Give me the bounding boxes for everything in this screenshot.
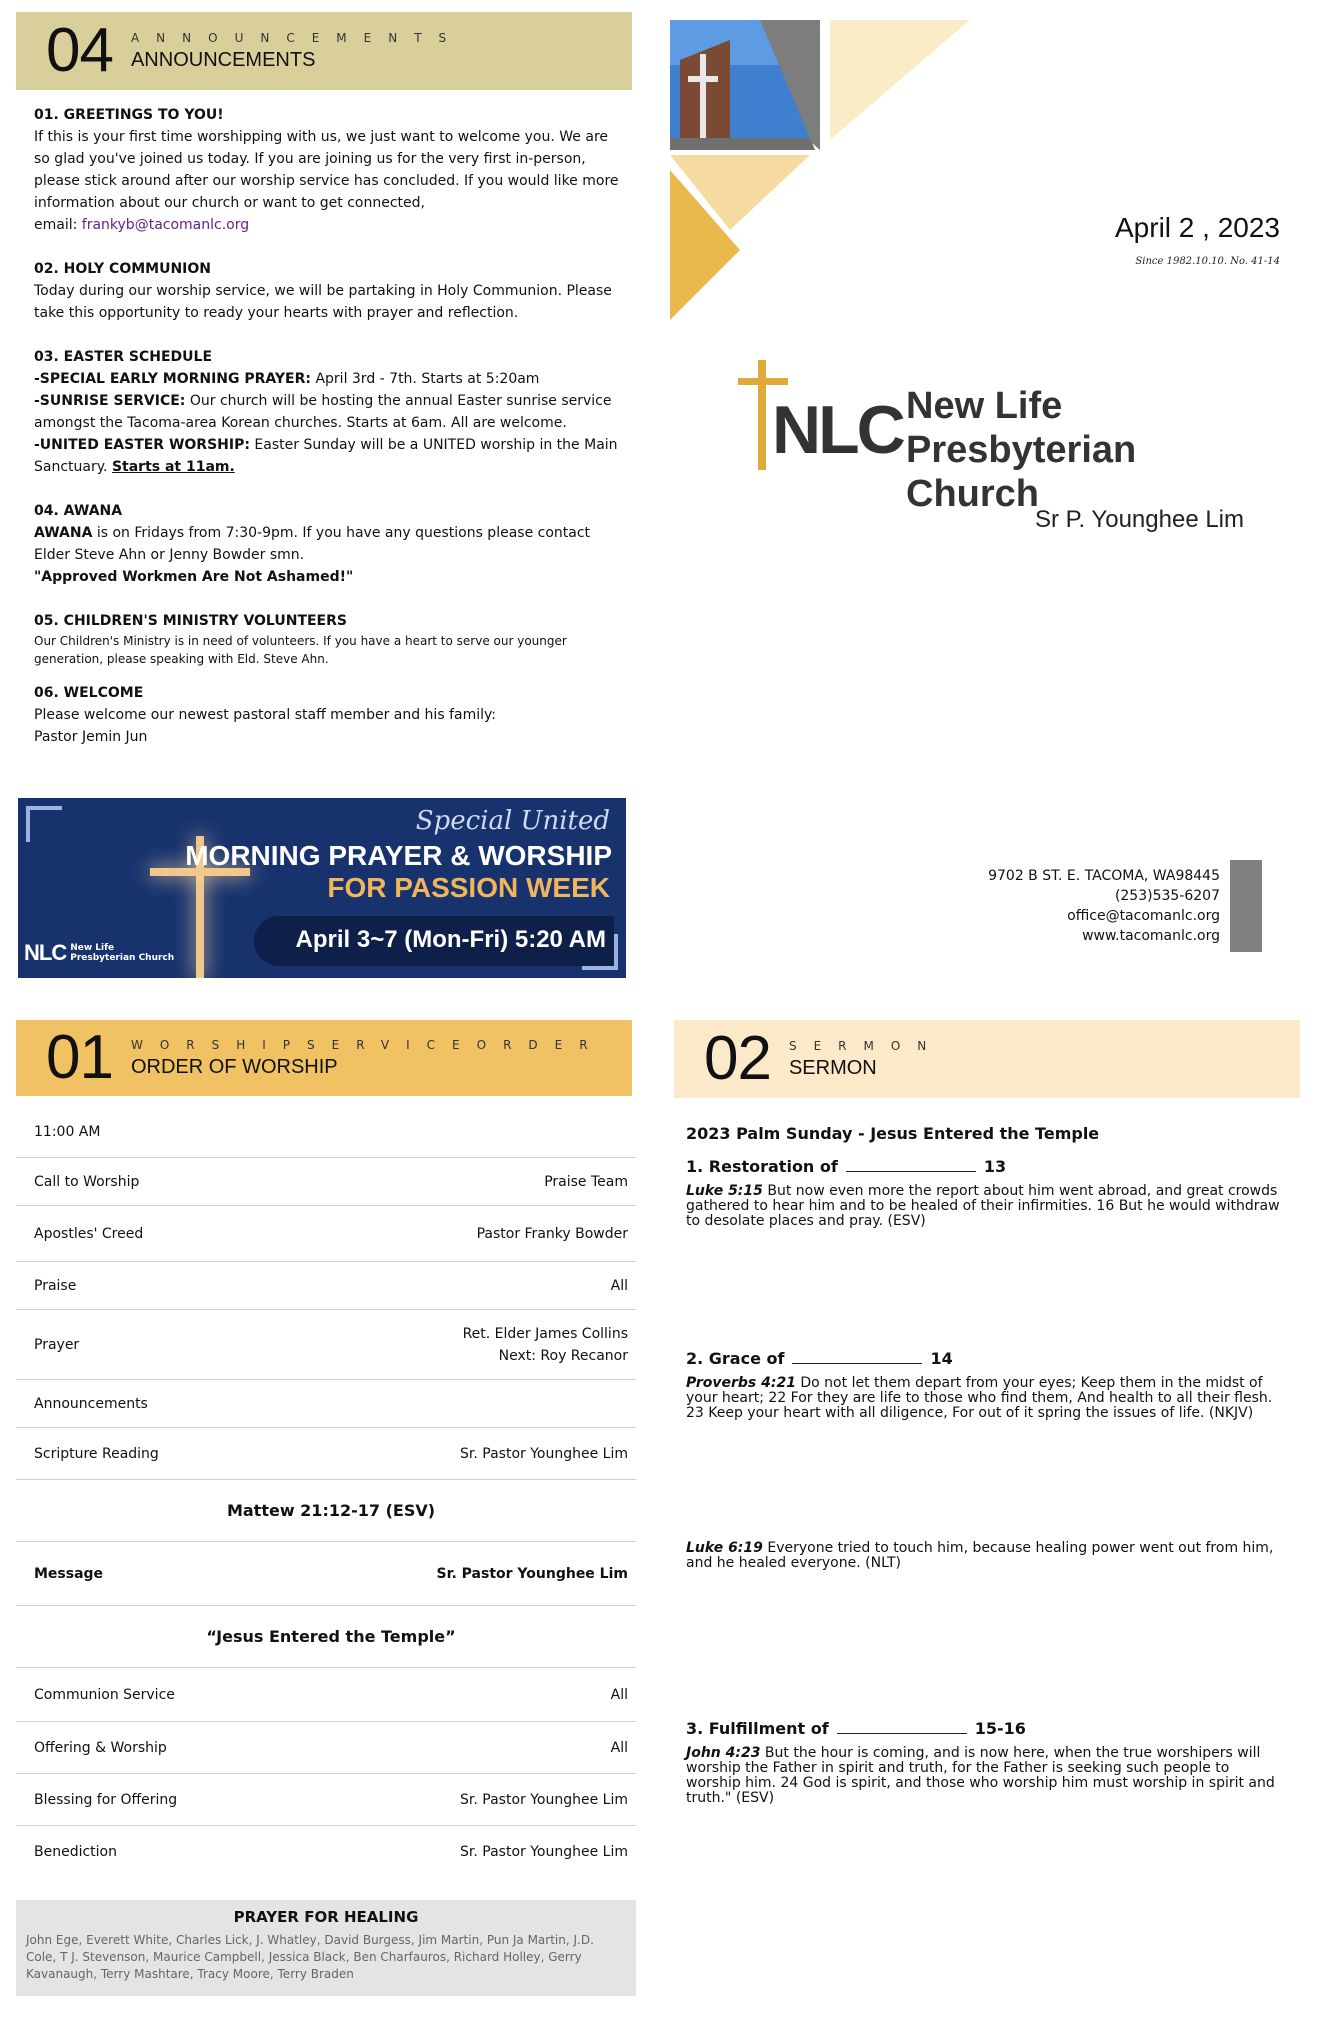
greeting-block [34,104,622,236]
contact-accent-bar [1230,860,1262,952]
verse-text: Do not let them depart from your eyes; Keep them in the midst of your heart; 22 For they are life to those who find them, And health to all their flesh. 23 Keep your heart with all diligence, For out of it spring the issues of life. (NKJV) [686,1375,1273,1421]
worship-item: Announcements [34,1395,148,1412]
logo-cross-icon [738,378,788,385]
banner-logo-text [70,943,174,963]
worship-row [16,1310,636,1380]
easter-item-sunrise [34,390,622,434]
church-contact [988,866,1220,946]
bulletin-date: April 2 , 2023 [1115,212,1280,243]
banner-line2: FOR PASSION WEEK [327,872,610,903]
welcome-name: Pastor Jemin Jun [34,729,148,745]
easter-title: 03. EASTER SCHEDULE [34,349,213,365]
verse [686,1184,1286,1229]
worship-leader: Ret. Elder James Collins [462,1325,628,1342]
prayer-for-healing [16,1900,636,1996]
sermon-point [686,1719,1286,1738]
church-email[interactable]: office@tacomanlc.org [1067,908,1220,924]
easter-item-prayer [34,368,622,390]
section-number: 01 [46,1023,113,1092]
sermon-point [686,1349,1286,1368]
worship-item: Benediction [34,1844,117,1860]
worship-row [16,1380,636,1428]
worship-row [16,1262,636,1310]
welcome-title: 06. WELCOME [34,685,144,701]
point-number: 15-16 [974,1719,1026,1738]
worship-leader: All [610,1739,628,1756]
announcements-body [34,104,622,770]
communion-text: Today during our worship service, we will be partaking in Holy Communion. Please take this opportunity to ready your hearts with prayer and reflection. [34,283,612,321]
children-text: Our Children's Ministry is in need of volunteers. If you have a heart to serve our younger generation, please speaking with Eld. Steve Ahn. [34,634,567,666]
greeting-paragraph: If this is your first time worshipping with us, we just want to welcome you. We are so glad you've joined us today. If you are joining us for the very first in-person, please stick around after our worship service has concluded. If you would like more information about our church or want to get connected, [34,129,619,211]
church-name-line1: New Life [906,385,1063,427]
worship-time-row [16,1106,636,1158]
announcements-header [16,12,632,90]
message-title: “Jesus Entered the Temple” [206,1627,456,1646]
easter-united-start: Starts at 11am. [111,459,235,475]
easter-block [34,346,622,478]
worship-row [16,1722,636,1774]
email-label: email: [34,217,78,233]
awana-block [34,500,622,588]
cover-geometric-graphic [670,20,980,320]
worship-leader-group [463,1323,628,1367]
worship-time: 11:00 AM [34,1123,101,1140]
church-phone[interactable]: (253)535-6207 [1114,888,1220,904]
verse-ref: Luke 6:19 [686,1540,763,1556]
worship-leader: Pastor Franky Bowder [476,1225,628,1242]
worship-leader: Sr. Pastor Younghee Lim [460,1844,628,1860]
banner-special: Special United [415,806,610,836]
scripture-reference: Mattew 21:12-17 (ESV) [226,1501,436,1520]
easter-united-text: Easter Sunday will be a UNITED worship in the Main Sanctuary. [34,437,618,475]
worship-leader-next: Next: Roy Recanor [498,1347,628,1364]
easter-prayer-label: -SPECIAL EARLY MORNING PRAYER: [34,371,311,387]
sermon-title: 2023 Palm Sunday - Jesus Entered the Temple [686,1124,1100,1143]
section-spaced-label: WORSHIPSERVICEORDER [130,1037,605,1052]
section-spaced-label: SERMON [788,1038,944,1053]
verse [686,1746,1286,1806]
message-label: Message [34,1565,104,1582]
verse-text: Everyone tried to touch him, because healing power went out from him, and he healed everyone. (NLT) [686,1540,1274,1571]
worship-item: Blessing for Offering [34,1791,178,1808]
worship-item: Scripture Reading [34,1445,159,1462]
worship-row [16,1428,636,1480]
worship-header [16,1020,632,1096]
worship-leader: Praise Team [544,1173,628,1190]
banner-date: April 3~7 (Mon-Fri) 5:20 AM [295,926,606,953]
worship-row [16,1668,636,1722]
fill-in-blank [792,1350,922,1364]
worship-item: Praise [34,1277,77,1294]
logo-nlc: NLC [772,392,903,468]
easter-prayer-text: April 3rd - 7th. Starts at 5:20am [315,371,540,387]
section-spaced-label: ANNOUNCEMENTS [130,30,464,45]
sermon-notes [686,1124,1286,1806]
worship-row [16,1826,636,1878]
banner-logo-mark: NLC [24,940,67,965]
verse-ref: Luke 5:15 [686,1183,763,1199]
verse-text: But now even more the report about him went abroad, and great crowds gathered to hear him and to be healed of their infirmities. 16 But he would withdraw to desolate places and pray. (ESV) [686,1183,1280,1229]
verse-text: But the hour is coming, and is now here, when the true worshipers will worship the Father in spirit and truth, for the Father is seeking such people to worship him. 24 God is spirit, and those who worship him must worship in spirit and truth." (ESV) [686,1745,1275,1806]
worship-row [16,1774,636,1826]
message-leader: Sr. Pastor Younghee Lim [436,1565,628,1582]
children-block [34,610,622,668]
email-link[interactable]: frankyb@tacomanlc.org [81,217,250,233]
order-of-worship [16,1106,636,1878]
communion-block [34,258,622,324]
section-number: 04 [46,16,113,85]
prayer-title: PRAYER FOR HEALING [233,1908,419,1926]
sermon-header [674,1020,1300,1098]
awana-title: 04. AWANA [34,503,123,519]
church-name-line2: Presbyterian Church [906,429,1137,515]
logo-cross-icon [758,360,766,470]
banner-frame-corner [26,806,62,842]
section-title: ORDER OF WORSHIP [130,1055,338,1078]
banner-logo-line2: Presbyterian Church [70,953,175,963]
worship-leader: All [610,1686,628,1703]
worship-item: Apostles' Creed [34,1225,144,1242]
worship-item: Offering & Worship [34,1739,167,1756]
church-address: 9702 B ST. E. TACOMA, WA98445 [988,868,1220,884]
easter-sunrise-label: -SUNRISE SERVICE: [34,393,186,409]
easter-united-label: -UNITED EASTER WORSHIP: [34,437,250,453]
awana-motto: "Approved Workmen Are Not Ashamed!" [34,569,354,585]
easter-sunrise-text: Our church will be hosting the annual Easter sunrise service amongst the Tacoma-area Korean churches. Starts at 6am. All are welcome. [34,393,612,431]
church-logo [736,356,1256,515]
fill-in-blank [837,1720,967,1734]
banner-logo-line1: New Life [70,943,115,953]
children-title: 05. CHILDREN'S MINISTRY VOLUNTEERS [34,613,347,629]
fill-in-blank [846,1158,976,1172]
point-label: 2. Grace of [686,1349,785,1368]
point-number: 14 [930,1349,953,1368]
welcome-block [34,682,622,748]
section-title: SERMON [788,1056,877,1079]
sermon-point [686,1157,1286,1176]
passion-week-banner [18,798,626,978]
verse [686,1541,1286,1571]
communion-title: 02. HOLY COMMUNION [34,261,211,277]
welcome-text: Please welcome our newest pastoral staff member and his family: [34,707,496,723]
worship-leader: All [610,1277,628,1294]
worship-leader: Sr. Pastor Younghee Lim [460,1445,628,1462]
section-number: 02 [704,1024,771,1093]
prayer-names: John Ege, Everett White, Charles Lick, J. Whatley, David Burgess, Jim Martin, Pun Ja Martin, J.D. Cole, T J. Stevenson, Maurice Campbell, Jessica Black, Ben Charfauros, Richard Holley, Gerry Kavanaugh, Terry Mashtare, Tracy Moore, Terry Braden [26,1933,594,1981]
bulletin-since: Since 1982.10.10. No. 41-14 [1135,256,1280,267]
church-name [906,384,1256,516]
church-website[interactable]: www.tacomanlc.org [1082,928,1220,944]
worship-row [16,1206,636,1262]
awana-label: AWANA [34,525,93,541]
greeting-text [34,126,622,236]
worship-row [16,1158,636,1206]
cream-triangle [830,20,970,140]
worship-item: Prayer [34,1336,80,1353]
point-number: 13 [983,1157,1007,1176]
greeting-title: 01. GREETINGS TO YOU! [34,107,224,123]
worship-item: Communion Service [34,1686,175,1703]
awana-text [34,522,622,566]
scripture-row [16,1480,636,1542]
message-row [16,1542,636,1606]
section-title: ANNOUNCEMENTS [130,48,316,71]
easter-item-united [34,434,622,478]
banner-logo [24,940,174,966]
point-label: 1. Restoration of [686,1157,838,1176]
verse [686,1376,1286,1421]
senior-pastor: Sr P. Younghee Lim [1034,506,1244,533]
worship-item: Call to Worship [34,1173,140,1190]
verse-ref: Proverbs 4:21 [686,1375,796,1391]
verse-ref: John 4:23 [686,1745,761,1761]
awana-description: is on Fridays from 7:30-9pm. If you have any questions please contact Elder Steve Ahn or Jenny Bowder smn. [34,525,591,563]
banner-line1: MORNING PRAYER & WORSHIP [185,840,612,871]
message-title-row [16,1606,636,1668]
point-label: 3. Fulfillment of [686,1719,829,1738]
worship-leader: Sr. Pastor Younghee Lim [460,1791,628,1808]
